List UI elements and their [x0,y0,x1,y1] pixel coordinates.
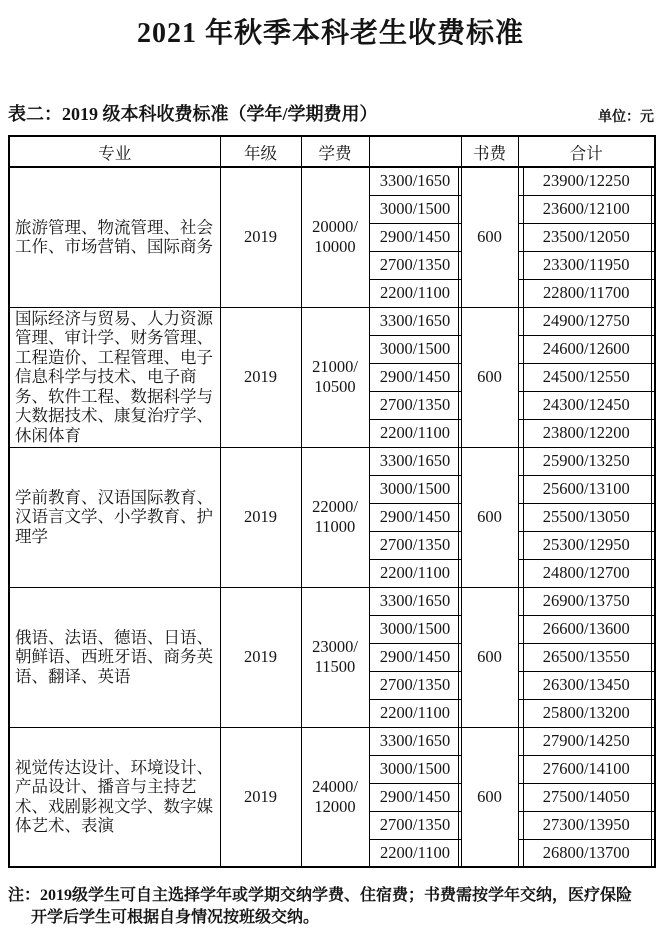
table-subhead [8,100,654,126]
grade-cell: 2019 [220,167,301,307]
total-cell: 23600/12100 [518,195,655,223]
major-cell: 视觉传达设计、环境设计、产品设计、播音与主持艺术、戏剧影视文学、数字媒体艺术、表演 [9,727,220,867]
fee-cell: 3000/1500 [369,335,461,363]
tuition-line-2: 10000 [314,237,356,257]
major-cell: 旅游管理、物流管理、社会工作、市场营销、国际商务 [9,167,220,307]
total-cell: 23300/11950 [518,251,655,279]
total-cell: 26600/13600 [518,615,655,643]
fee-cell: 3300/1650 [369,447,461,475]
total-cell: 27600/14100 [518,755,655,783]
grade-cell: 2019 [220,447,301,587]
total-cell: 24500/12550 [518,363,655,391]
fee-cell: 3000/1500 [369,195,461,223]
page-title: 2021 年秋季本科老生收费标准 [136,18,524,49]
col-header-grade: 年级 [220,136,301,167]
footnote [8,885,653,929]
total-cell: 27500/14050 [518,783,655,811]
header-row [9,136,655,167]
unit-label: 单位：元 [598,110,654,125]
table-row [9,727,655,755]
total-cell: 25300/12950 [518,531,655,559]
fee-cell: 2200/1100 [369,839,461,867]
total-cell: 24300/12450 [518,391,655,419]
tuition-cell [301,167,369,307]
fee-cell: 2900/1450 [369,643,461,671]
fee-cell: 3000/1500 [369,475,461,503]
fee-cell: 3000/1500 [369,755,461,783]
major-cell: 学前教育、汉语国际教育、汉语言文学、小学教育、护理学 [9,447,220,587]
col-header-fee-breakdown [369,136,461,167]
total-cell: 25500/13050 [518,503,655,531]
table-row [9,587,655,615]
tuition-line-1: 23000/ [312,637,358,656]
col-header-book-fee: 书费 [461,136,518,167]
tuition-line-1: 21000/ [312,357,358,376]
tuition-cell [301,727,369,867]
tuition-line-1: 22000/ [312,497,358,516]
fee-cell: 2900/1450 [369,363,461,391]
total-cell: 23900/12250 [518,167,655,195]
fee-cell: 2200/1100 [369,699,461,727]
fee-cell: 2700/1350 [369,391,461,419]
fee-cell: 2700/1350 [369,531,461,559]
col-header-total: 合计 [518,136,655,167]
fee-cell: 2900/1450 [369,503,461,531]
table-subtitle: 表二：2019 级本科收费标准（学年/学期费用） [8,104,378,124]
total-cell: 23500/12050 [518,223,655,251]
footnote-line-2: 开学后学生可根据自身情况按班级交纳。 [31,909,320,926]
table-row [9,307,655,335]
grade-cell: 2019 [220,727,301,867]
total-cell: 25900/13250 [518,447,655,475]
total-cell: 26900/13750 [518,587,655,615]
fee-cell: 3000/1500 [369,615,461,643]
book-fee-cell: 600 [461,307,518,447]
total-cell: 24900/12750 [518,307,655,335]
total-cell: 26500/13550 [518,643,655,671]
tuition-cell [301,447,369,587]
grade-cell: 2019 [220,307,301,447]
fee-cell: 2200/1100 [369,559,461,587]
fee-table [8,135,656,868]
tuition-line-2: 11500 [314,657,356,676]
tuition-line-2: 12000 [314,796,356,816]
fee-cell: 2700/1350 [369,811,461,839]
fee-cell: 2900/1450 [369,223,461,251]
fee-cell: 2900/1450 [369,783,461,811]
total-cell: 26300/13450 [518,671,655,699]
col-header-major: 专业 [9,136,220,167]
total-cell: 27300/13950 [518,811,655,839]
tuition-line-2: 10500 [314,377,356,396]
tuition-cell [301,307,369,447]
fee-cell: 2700/1350 [369,251,461,279]
book-fee-cell: 600 [461,727,518,867]
fee-cell: 3300/1650 [369,307,461,335]
tuition-line-1: 20000/ [312,217,358,237]
book-fee-cell: 600 [461,167,518,307]
total-cell: 24800/12700 [518,559,655,587]
table-row [9,167,655,195]
total-cell: 24600/12600 [518,335,655,363]
fee-cell: 2700/1350 [369,671,461,699]
major-cell: 俄语、法语、德语、日语、朝鲜语、西班牙语、商务英语、翻译、英语 [9,587,220,727]
total-cell: 27900/14250 [518,727,655,755]
total-cell: 26800/13700 [518,839,655,867]
fee-cell: 3300/1650 [369,587,461,615]
tuition-line-1: 24000/ [312,776,358,796]
fee-cell: 2200/1100 [369,419,461,447]
book-fee-cell: 600 [461,587,518,727]
col-header-tuition: 学费 [301,136,369,167]
tuition-cell [301,587,369,727]
table-row [9,447,655,475]
book-fee-cell: 600 [461,447,518,587]
fee-cell: 2200/1100 [369,279,461,307]
tuition-line-2: 11000 [314,517,356,536]
fee-cell: 3300/1650 [369,727,461,755]
total-cell: 25800/13200 [518,699,655,727]
total-cell: 25600/13100 [518,475,655,503]
grade-cell: 2019 [220,587,301,727]
fee-cell: 3300/1650 [369,167,461,195]
total-cell: 22800/11700 [518,279,655,307]
footnote-line-1: 注：2019级学生可自主选择学年或学期交纳学费、住宿费；书费需按学年交纳，医疗保险 [8,887,633,904]
total-cell: 23800/12200 [518,419,655,447]
major-cell: 国际经济与贸易、人力资源管理、审计学、财务管理、工程造价、工程管理、电子信息科学与技术、电子商务、软件工程、数据科学与大数据技术、康复治疗学、休闲体育 [9,307,220,447]
